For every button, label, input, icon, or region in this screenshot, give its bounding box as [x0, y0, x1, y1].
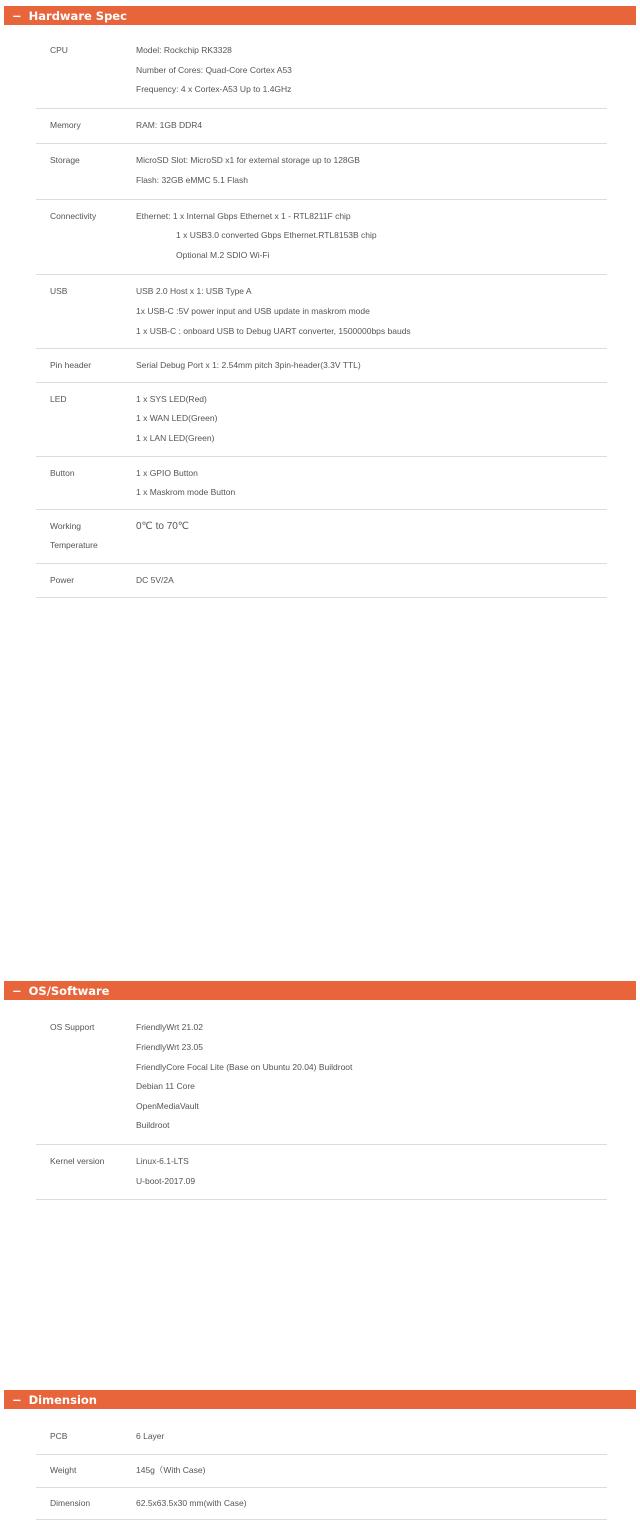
section-header-2[interactable] [4, 1390, 636, 1409]
spec-values [136, 1427, 607, 1447]
section-header-1[interactable] [4, 981, 636, 1000]
spec-value: OpenMediaVault [136, 1100, 199, 1111]
spec-value: Serial Debug Port x 1: 2.54mm pitch 3pin-header(3.3V TTL) [136, 360, 361, 371]
spec-row [36, 1418, 607, 1455]
spec-value: 62.5x63.5x30 mm(with Case) [136, 1498, 247, 1509]
spec-table [36, 1009, 607, 1200]
spec-label: LED [50, 393, 67, 404]
spec-values [136, 464, 607, 503]
spec-label: Kernel version [50, 1156, 105, 1167]
section-spacer [0, 1200, 640, 1390]
spec-label: Button [50, 467, 75, 478]
spec-value: 0℃ to 70℃ [136, 520, 190, 532]
spec-row [36, 1009, 607, 1145]
spec-row [36, 510, 607, 564]
spec-row [36, 200, 607, 276]
spec-row [36, 1488, 607, 1520]
spec-value: Buildroot [136, 1120, 170, 1131]
spec-value: FriendlyWrt 21.02 [136, 1022, 203, 1033]
spec-row [36, 34, 607, 109]
spec-value: DC 5V/2A [136, 574, 174, 585]
spec-values [136, 151, 607, 190]
spec-row [36, 349, 607, 383]
spec-values [136, 1018, 607, 1136]
spec-table [36, 1418, 607, 1520]
spec-label: Weight [50, 1464, 77, 1475]
spec-table [36, 34, 607, 598]
spec-value: Number of Cores: Quad-Core Cortex A53 [136, 64, 292, 75]
spec-value: RAM: 1GB DDR4 [136, 119, 203, 130]
spec-value: FriendlyWrt 23.05 [136, 1042, 203, 1053]
section-title: Hardware Spec [28, 8, 127, 23]
spec-values [136, 1461, 607, 1481]
section-spacer [0, 598, 640, 981]
spec-values [136, 1494, 607, 1514]
spec-values [136, 207, 607, 266]
spec-value: MicroSD Slot: MicroSD x1 for external storage up to 128GB [136, 155, 360, 166]
spec-label: Pin header [50, 360, 92, 371]
spec-value: Flash: 32GB eMMC 5.1 Flash [136, 174, 248, 185]
spec-values [136, 571, 607, 591]
spec-row [36, 275, 607, 349]
spec-label: Dimension [50, 1498, 91, 1509]
spec-value: Optional M.2 SDIO Wi-Fi [176, 249, 270, 260]
spec-values [136, 356, 607, 376]
collapse-icon[interactable]: − [12, 983, 22, 998]
spec-value: 1 x USB-C : onboard USB to Debug UART converter, 1500000bps bauds [136, 325, 411, 336]
spec-value: Linux-6.1-LTS [136, 1156, 189, 1167]
spec-label: Working Temperature [50, 520, 98, 551]
spec-values [136, 116, 607, 136]
spec-value: Ethernet: 1 x Internal Gbps Ethernet x 1 - RTL8211F chip [136, 210, 351, 221]
spec-value: 6 Layer [136, 1431, 165, 1442]
spec-label: Power [50, 574, 75, 585]
spec-value: USB 2.0 Host x 1: USB Type A [136, 286, 252, 297]
section-header-0[interactable] [4, 6, 636, 25]
spec-value: 1 x WAN LED(Green) [136, 413, 218, 424]
spec-values [136, 41, 607, 100]
spec-row [36, 383, 607, 457]
spec-value: 1 x LAN LED(Green) [136, 432, 215, 443]
spec-values [136, 390, 607, 449]
section-title: Dimension [28, 1392, 97, 1407]
spec-label: Storage [50, 155, 80, 166]
spec-value: FriendlyCore Focal Lite (Base on Ubuntu 20.04) Buildroot [136, 1061, 353, 1072]
section-title: OS/Software [28, 983, 110, 998]
spec-label: OS Support [50, 1022, 95, 1033]
spec-label: CPU [50, 45, 68, 55]
spec-label: Connectivity [50, 210, 97, 221]
spec-row [36, 144, 607, 199]
spec-value: 1 x USB3.0 converted Gbps Ethernet.RTL8153B chip [176, 230, 377, 241]
spec-row [36, 1455, 607, 1489]
spec-row [36, 457, 607, 510]
spec-value: 1 x SYS LED(Red) [136, 393, 207, 404]
collapse-icon[interactable]: − [12, 8, 22, 23]
collapse-icon[interactable]: − [12, 1392, 22, 1407]
spec-values [136, 517, 607, 556]
spec-values [136, 1152, 607, 1191]
spec-value: 1 x GPIO Button [136, 467, 198, 478]
spec-row [36, 109, 607, 145]
spec-value: Model: Rockchip RK3328 [136, 45, 232, 55]
spec-value: Debian 11 Core [136, 1081, 195, 1092]
spec-label: PCB [50, 1431, 68, 1442]
spec-value: U-boot-2017.09 [136, 1175, 196, 1186]
spec-label: USB [50, 286, 68, 297]
spec-values [136, 282, 607, 341]
spec-value: 1x USB-C :5V power input and USB update in maskrom mode [136, 305, 370, 316]
spec-label: Memory [50, 119, 81, 130]
spec-value: 1 x Maskrom mode Button [136, 487, 236, 498]
spec-row [36, 564, 607, 599]
spec-value: 145g（With Case) [136, 1464, 206, 1475]
spec-row [36, 1145, 607, 1200]
spec-value: Frequency: 4 x Cortex-A53 Up to 1.4GHz [136, 84, 292, 95]
